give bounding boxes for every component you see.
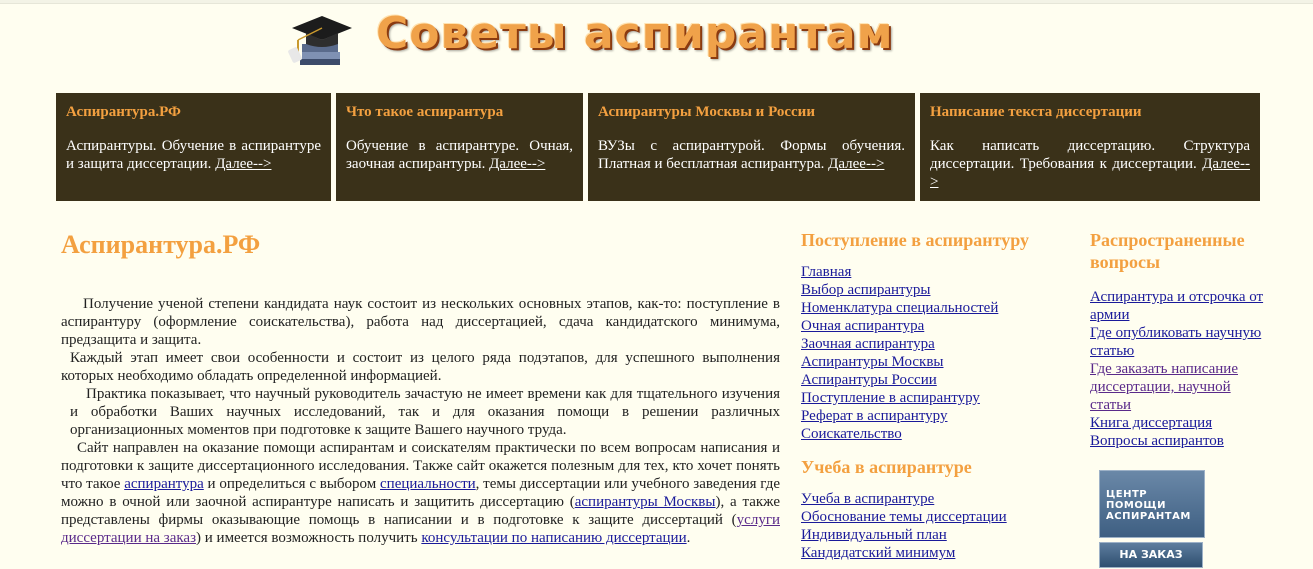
- faq-heading: Распространенные вопросы: [1090, 230, 1245, 272]
- article-paragraph: Получение ученой степени кандидата наук состоит из нескольких основных этапов, как-то: поступление в аспирантуру (оформление соискательства), работа над диссертацией, сдача кандидатского минимума, предзащита и защита.: [61, 296, 780, 348]
- nav-heading-admission: Поступление в аспирантуру: [801, 230, 1029, 250]
- link-dissertation-order[interactable]: услуги диссертации на заказ: [61, 512, 780, 546]
- nav-link-topic[interactable]: Обоснование темы диссертации: [801, 509, 1007, 525]
- link-consultations[interactable]: консультации по написанию диссертации: [421, 530, 687, 546]
- feature-title: Написание текста диссертации: [930, 104, 1142, 120]
- feature-more-link[interactable]: Далее-->: [489, 156, 546, 172]
- link-moscow-aspirantury[interactable]: аспирантуры Москвы: [574, 494, 716, 510]
- nav-link-nomenclature[interactable]: Номенклатура специальностей: [801, 300, 999, 316]
- graduation-cap-icon: [288, 10, 354, 68]
- feature-box-moscow-russia: [588, 93, 915, 201]
- feature-text: Аспирантуры. Обучение в аспирантуре и защита диссертации. Далее-->: [66, 138, 321, 172]
- nav-link-essay[interactable]: Реферат в аспирантуру: [801, 408, 948, 424]
- nav-link-choose[interactable]: Выбор аспирантуры: [801, 282, 931, 298]
- nav-link-minimum[interactable]: Кандидатский минимум: [801, 545, 956, 561]
- feature-more-link[interactable]: Далее-->: [930, 156, 1251, 190]
- order-button[interactable]: НА ЗАКАЗ: [1099, 542, 1203, 568]
- article-paragraph: Каждый этап имеет свои особенности и состоит из целого ряда подэтапов, для успешного выполнения которых необходимо обладать определенной информацией.: [61, 350, 780, 384]
- help-center-banner[interactable]: ЦЕНТР ПОМОЩИ АСПИРАНТАМ: [1099, 470, 1205, 538]
- nav-heading-study: Учеба в аспирантуре: [801, 457, 972, 477]
- link-aspirantura[interactable]: аспирантура: [124, 476, 204, 492]
- nav-link-applicant[interactable]: Соискательство: [801, 426, 902, 442]
- nav-list-admission: [801, 263, 1061, 443]
- faq-column: [1090, 229, 1265, 450]
- nav-link-plan[interactable]: Индивидуальный план: [801, 527, 947, 543]
- main-article: [61, 228, 780, 547]
- nav-link-moscow[interactable]: Аспирантуры Москвы: [801, 354, 944, 370]
- feature-more-link[interactable]: Далее-->: [215, 156, 272, 172]
- nav-link-extramural[interactable]: Заочная аспирантура: [801, 336, 935, 352]
- feature-box-writing: [920, 93, 1260, 201]
- article-paragraph: Сайт направлен на оказание помощи аспирантам и соискателям практически по всем вопросам написания и подготовки к защите диссертационного исследования. Также сайт окажется полезным для тех, кто хочет понять что такое аспирантура и определиться с выбором специальности, темы диссертации или учебного заведения где можно в очной или заочной аспирантуре написать и защитить диссертацию (аспирантуры Москвы), а также представлены фирмы оказывающие помощь в написании и в подготовке к защите диссертаций (услуги диссертации на заказ) и имеется возможность получить консультации по написанию диссертации.: [61, 440, 781, 546]
- feature-text: ВУЗы с аспирантурой. Формы обучения. Платная и бесплатная аспирантура. Далее-->: [598, 138, 905, 172]
- nav-link-russia[interactable]: Аспирантуры России: [801, 372, 937, 388]
- link-specialnosti[interactable]: специальности: [380, 476, 476, 492]
- nav-link-home[interactable]: Главная: [801, 264, 852, 280]
- nav-link-study[interactable]: Учеба в аспирантуре: [801, 491, 935, 507]
- faq-link-questions[interactable]: Вопросы аспирантов: [1090, 433, 1224, 449]
- nav-column: [801, 229, 1061, 562]
- nav-link-admission[interactable]: Поступление в аспирантуру: [801, 390, 980, 406]
- feature-box-what-is: [336, 93, 583, 201]
- feature-box-aspirantura-rf: [56, 93, 331, 201]
- page-title: Аспирантура.РФ: [61, 230, 261, 259]
- feature-title: Аспирантура.РФ: [66, 104, 181, 120]
- site-header: [0, 4, 1313, 84]
- article-body: [61, 295, 780, 547]
- faq-link-order[interactable]: Где заказать написание диссертации, научной статьи: [1090, 361, 1238, 413]
- feature-title: Аспирантуры Москвы и России: [598, 104, 815, 120]
- faq-link-publish[interactable]: Где опубликовать научную статью: [1090, 325, 1262, 359]
- feature-title: Что такое аспирантура: [346, 104, 504, 120]
- feature-text: Обучение в аспирантуре. Очная, заочная аспирантуры. Далее-->: [346, 138, 573, 172]
- feature-text: Как написать диссертацию. Структура диссертации. Требования к диссертации. Далее-->: [930, 138, 1251, 190]
- article-paragraph: Практика показывает, что научный руководитель зачастую не имеет времени как для тщательного изучения и обработки Ваших научных исследований, так и для оказания помощи в решении различных организационных моментов при подготовке к защите Вашего научного труда.: [70, 386, 780, 438]
- nav-list-study: [801, 490, 1061, 562]
- faq-link-book[interactable]: Книга диссертация: [1090, 415, 1213, 431]
- faq-list: [1090, 288, 1265, 450]
- faq-link-army[interactable]: Аспирантура и отсрочка от армии: [1090, 289, 1264, 323]
- site-title: Советы аспирантам: [376, 8, 894, 59]
- nav-link-fulltime[interactable]: Очная аспирантура: [801, 318, 925, 334]
- feature-more-link[interactable]: Далее-->: [828, 156, 885, 172]
